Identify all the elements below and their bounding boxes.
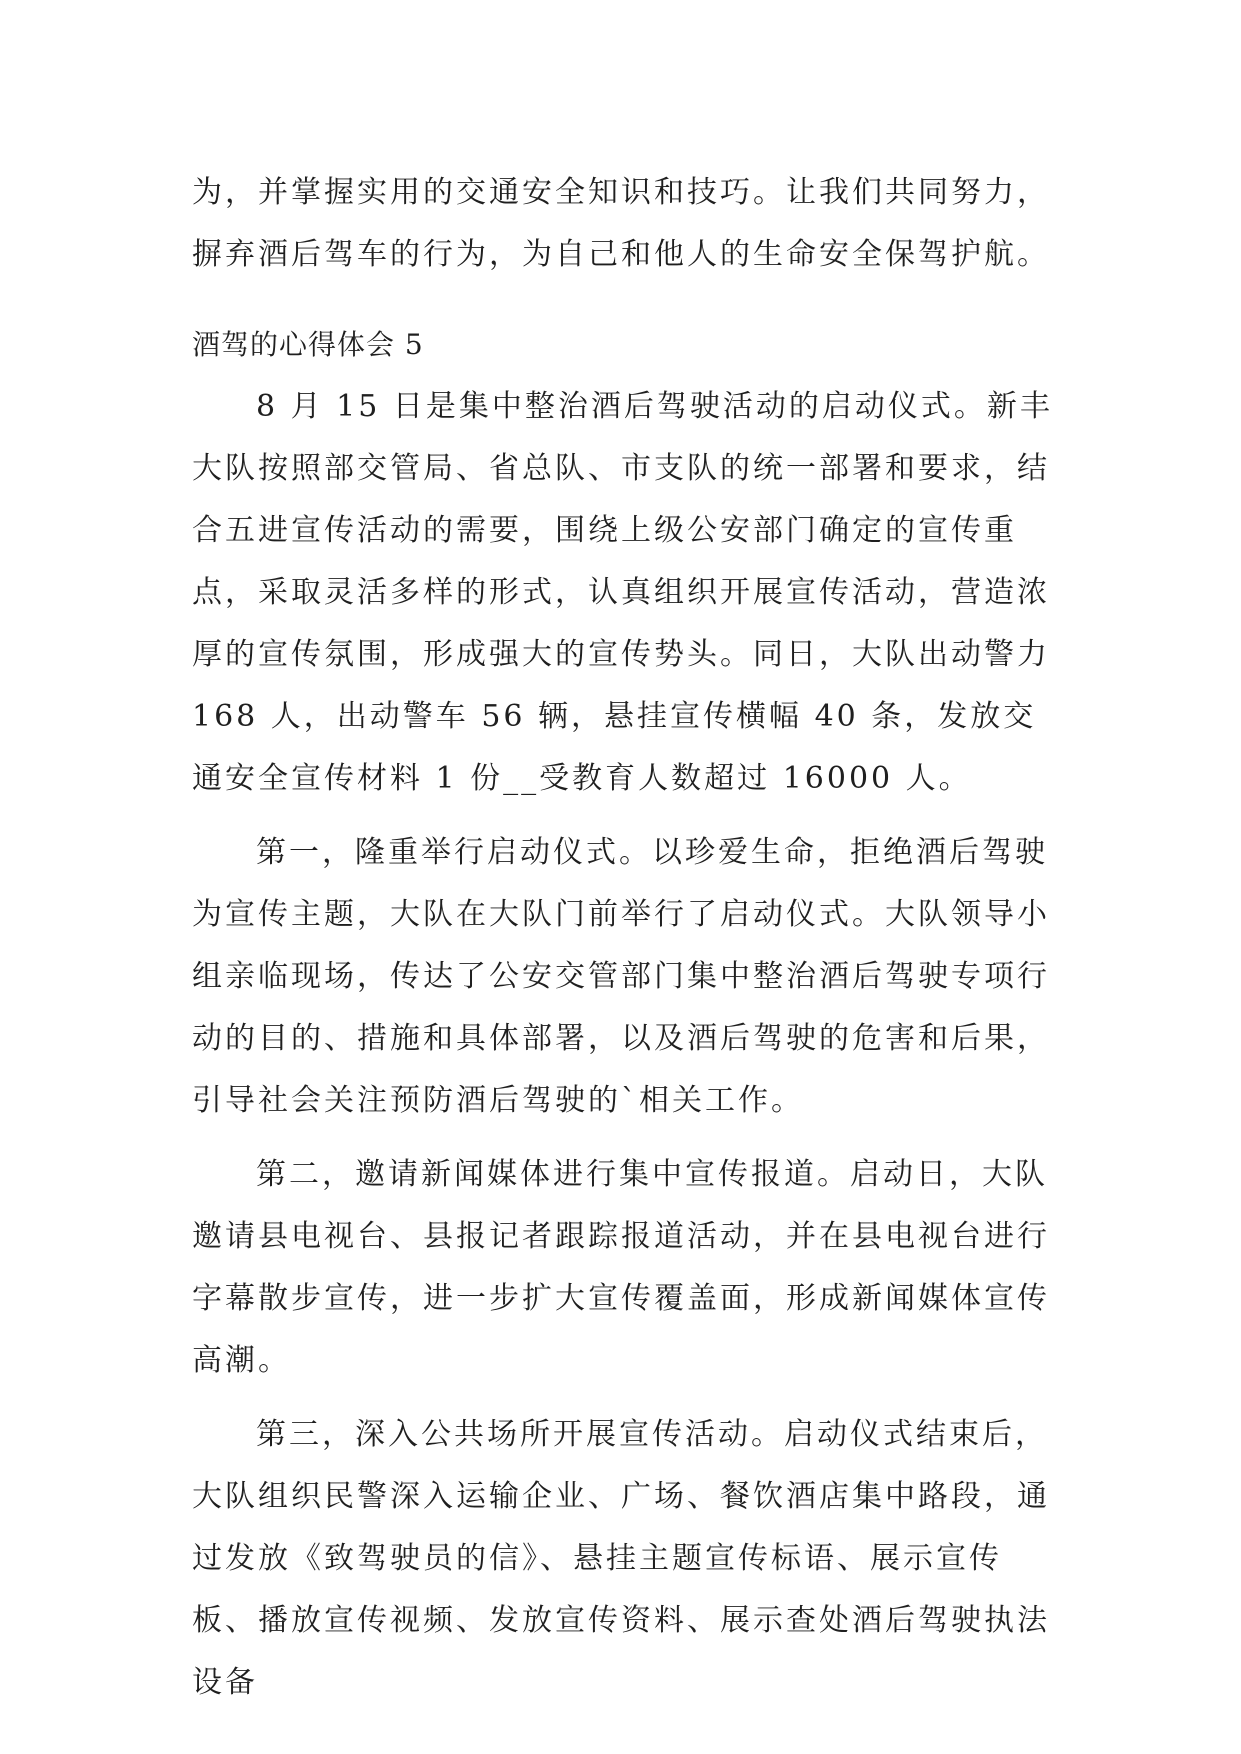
- paragraph-2: 第一，隆重举行启动仪式。以珍爱生命，拒绝酒后驾驶为宣传主题，大队在大队门前举行了启动仪式。大队领导小组亲临现场，传达了公安交管部门集中整治酒后驾驶专项行动的目的、措施和具体部署，以及酒后驾驶的危害和后果，引导社会关注预防酒后驾驶的`相关工作。: [192, 835, 1050, 1118]
- paragraph-1: 8 月 15 日是集中整治酒后驾驶活动的启动仪式。新丰大队按照部交管局、省总队、市支队的统一部署和要求，结合五进宣传活动的需要，围绕上级公安部门确定的宣传重点，采取灵活多样的形式，认真组织开展宣传活动，营造浓厚的宣传氛围，形成强大的宣传势头。同日，大队出动警力 168 人，出动警车 56 辆，悬挂宣传横幅 40 条，发放交通安全宣传材料 1 份__受教育人数超过 16000 人。: [192, 389, 1063, 796]
- paragraph-3: 第二，邀请新闻媒体进行集中宣传报道。启动日，大队邀请县电视台、县报记者跟踪报道活动，并在县电视台进行字幕散步宣传，进一步扩大宣传覆盖面，形成新闻媒体宣传高潮。: [192, 1157, 1050, 1378]
- intro-line-1: 为，并掌握实用的交通安全知识和技巧。让我们共同努力，: [192, 175, 1050, 210]
- section-heading: 酒驾的心得体会 5: [192, 328, 424, 361]
- paragraph-4: 第三，深入公共场所开展宣传活动。启动仪式结束后，大队组织民警深入运输企业、广场、餐饮酒店集中路段，通过发放《致驾驶员的信》、悬挂主题宣传标语、展示宣传板、播放宣传视频、发放宣传资料、展示查处酒后驾驶执法设备: [192, 1417, 1050, 1700]
- document-body: [192, 162, 1062, 1714]
- intro-line-2: 摒弃酒后驾车的行为，为自己和他人的生命安全保驾护航。: [192, 237, 1050, 272]
